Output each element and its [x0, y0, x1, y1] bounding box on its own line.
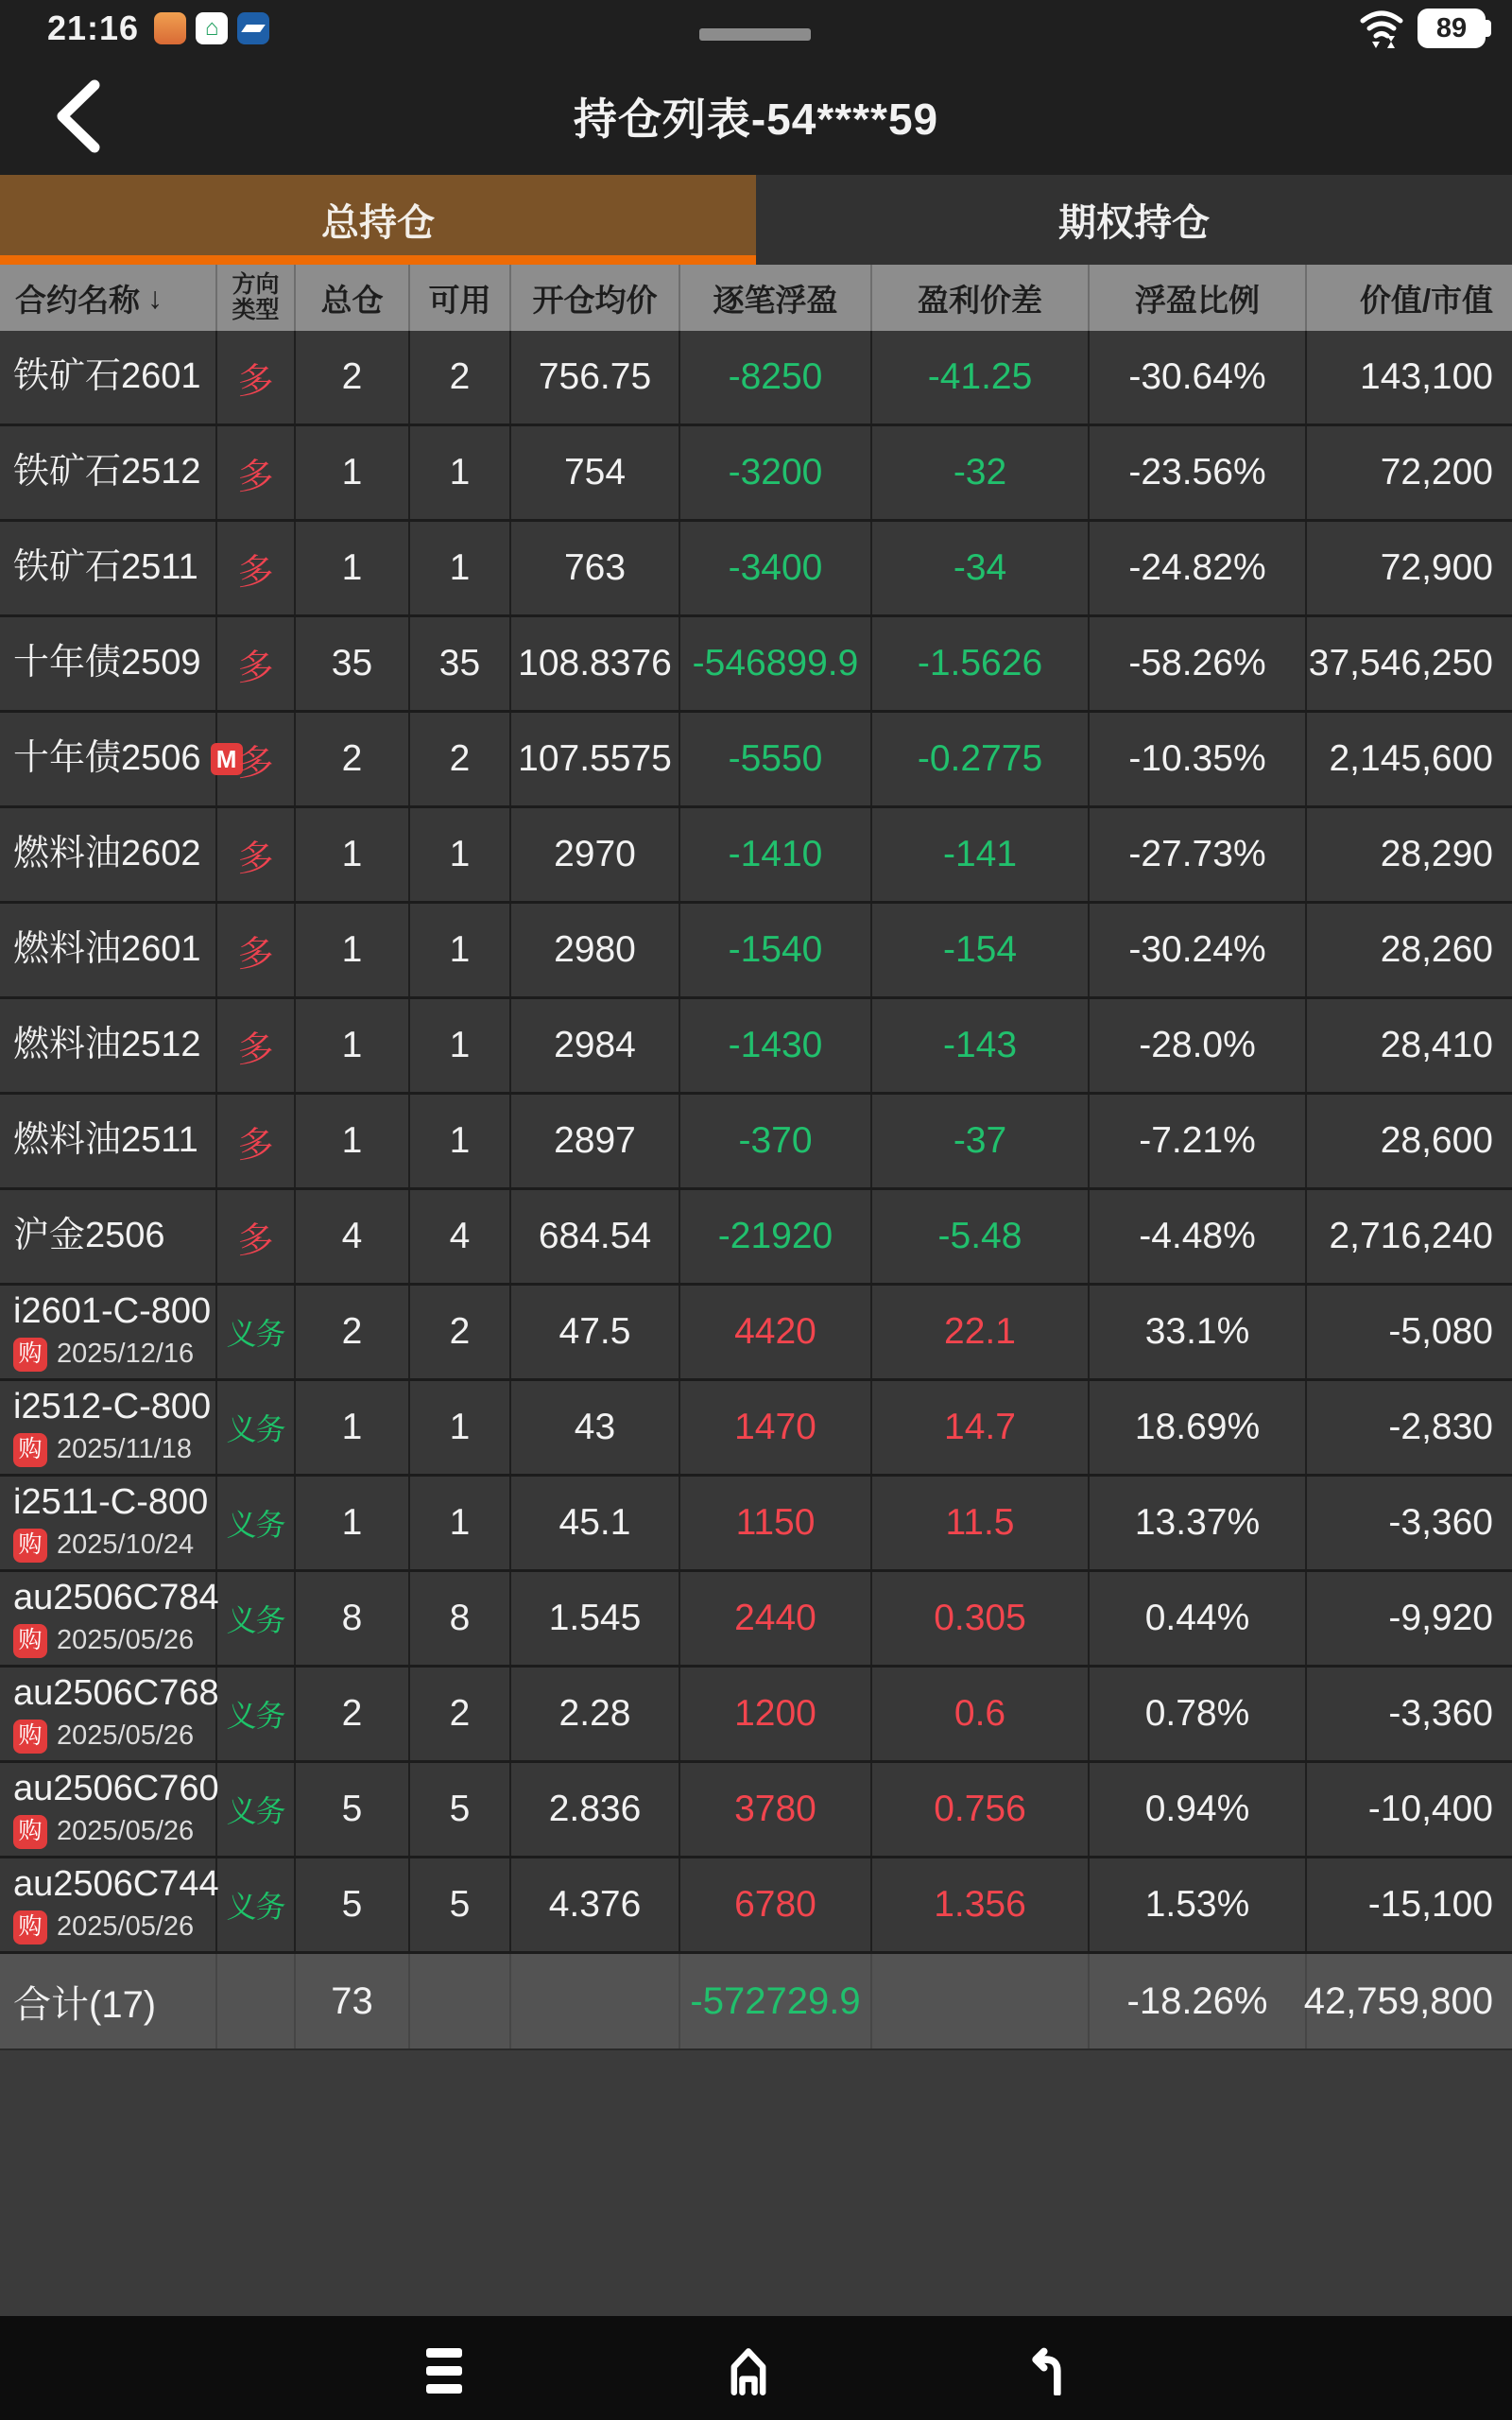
- cell-market-value: 2,716,240: [1329, 1216, 1493, 1256]
- cell-total-volume: 1: [296, 904, 410, 996]
- total-diff-empty: [872, 1954, 1090, 2048]
- contract-name: 燃料油2601: [13, 929, 201, 970]
- cell-contract-name: [0, 999, 217, 1092]
- cell-total-volume: 4: [296, 1190, 410, 1283]
- cell-direction: [217, 1668, 296, 1760]
- cell-profit-ratio: -28.0%: [1090, 999, 1307, 1092]
- direction-label: 多: [237, 743, 274, 784]
- cell-available: 5: [410, 1763, 511, 1856]
- cell-profit-diff: -154: [872, 904, 1090, 996]
- table-body: [0, 331, 1512, 1954]
- cell-profit-ratio: 33.1%: [1090, 1286, 1307, 1378]
- contract-name: 铁矿石2511: [13, 547, 198, 588]
- direction-label: 多: [237, 934, 274, 975]
- direction-label: 义务: [226, 1603, 285, 1637]
- cell-float-profit: -8250: [680, 331, 872, 424]
- cell-direction: [217, 999, 296, 1092]
- total-avg-empty: [511, 1954, 680, 2048]
- battery-percent: 89: [1435, 12, 1468, 43]
- cell-contract-name: [0, 1763, 217, 1856]
- title-bar: [0, 57, 1512, 175]
- page-title: 持仓列表-54****59: [573, 94, 939, 144]
- cell-contract-name: [0, 1095, 217, 1187]
- contract-name: 十年债2506: [13, 738, 201, 779]
- cell-profit-diff: 1.356: [872, 1858, 1090, 1951]
- cell-contract-name: [0, 1572, 217, 1665]
- cell-profit-diff: -37: [872, 1095, 1090, 1187]
- contract-name: i2511-C-800: [13, 1482, 209, 1523]
- column-header-8: 价值/市值: [1359, 282, 1493, 318]
- call-option-badge: 购: [13, 1910, 47, 1945]
- table-row[interactable]: [0, 808, 1512, 904]
- tab-bar: [0, 175, 1512, 265]
- expiry-date: 2025/05/26: [57, 1815, 195, 1846]
- cell-contract-name: [0, 1858, 217, 1951]
- cell-float-profit: -5550: [680, 713, 872, 805]
- cell-available: 1: [410, 522, 511, 614]
- sort-descending-icon: ↓: [147, 280, 163, 315]
- cell-market-value: 143,100: [1360, 356, 1493, 397]
- cell-float-profit: -3200: [680, 426, 872, 519]
- cell-total-volume: 8: [296, 1572, 410, 1665]
- call-option-badge: 购: [13, 1338, 47, 1372]
- cell-total-volume: 1: [296, 522, 410, 614]
- cell-profit-diff: 22.1: [872, 1286, 1090, 1378]
- cell-profit-diff: -141: [872, 808, 1090, 901]
- cell-float-profit: 6780: [680, 1858, 872, 1951]
- cell-profit-diff: -41.25: [872, 331, 1090, 424]
- cell-avg-open-price: 756.75: [511, 331, 680, 424]
- total-available-empty: [410, 1954, 511, 2048]
- call-option-badge: 购: [13, 1529, 47, 1563]
- table-row[interactable]: [0, 904, 1512, 999]
- cell-contract-name: [0, 426, 217, 519]
- direction-label: 义务: [226, 1508, 285, 1542]
- column-header-3: 可用: [410, 265, 511, 331]
- cell-direction: [217, 1286, 296, 1378]
- back-nav-button[interactable]: [1019, 2342, 1075, 2399]
- table-row[interactable]: [0, 1668, 1512, 1763]
- cell-avg-open-price: 43: [511, 1381, 680, 1474]
- contract-name: au2506C760: [13, 1769, 219, 1809]
- cell-direction: [217, 331, 296, 424]
- cell-float-profit: 4420: [680, 1286, 872, 1378]
- expiry-date: 2025/10/24: [57, 1529, 195, 1560]
- table-row[interactable]: [0, 1286, 1512, 1381]
- cell-market-value: -9,920: [1388, 1598, 1493, 1638]
- cell-market-value: -5,080: [1388, 1311, 1493, 1352]
- cell-profit-ratio: -30.24%: [1090, 904, 1307, 996]
- column-header-1: 方向 类型: [217, 265, 296, 331]
- table-row[interactable]: [0, 331, 1512, 426]
- orange-game-app-icon: [154, 12, 186, 44]
- contract-name: i2601-C-800: [13, 1291, 212, 1332]
- cell-market-value: 28,600: [1380, 1120, 1493, 1161]
- direction-label: 义务: [226, 1890, 285, 1924]
- column-header-6: 盈利价差: [872, 265, 1090, 331]
- column-header-0[interactable]: 合约名称 ↓: [0, 265, 217, 331]
- total-volume: 73: [296, 1954, 410, 2048]
- cell-market-value: -2,830: [1388, 1407, 1493, 1447]
- contract-name: au2506C784: [13, 1578, 219, 1618]
- cell-direction: [217, 1190, 296, 1283]
- contract-name: 铁矿石2512: [13, 452, 201, 493]
- direction-label: 多: [237, 1125, 274, 1166]
- cell-contract-name: [0, 617, 217, 710]
- cell-direction: [217, 904, 296, 996]
- cell-float-profit: 1150: [680, 1477, 872, 1569]
- cell-profit-diff: -1.5626: [872, 617, 1090, 710]
- direction-label: 多: [237, 457, 274, 497]
- column-header-7: 浮盈比例: [1090, 265, 1307, 331]
- cell-avg-open-price: 754: [511, 426, 680, 519]
- cell-avg-open-price: 2.836: [511, 1763, 680, 1856]
- expiry-date: 2025/05/26: [57, 1720, 195, 1751]
- cell-market-value: 28,260: [1380, 929, 1493, 970]
- cell-profit-diff: 0.305: [872, 1572, 1090, 1665]
- cell-contract-name: [0, 331, 217, 424]
- cell-profit-diff: -32: [872, 426, 1090, 519]
- cell-market-value: 28,290: [1380, 834, 1493, 874]
- cell-contract-name: [0, 1190, 217, 1283]
- expiry-date: 2025/05/26: [57, 1624, 195, 1655]
- cell-float-profit: -1430: [680, 999, 872, 1092]
- contract-name: 铁矿石2601: [13, 356, 201, 397]
- expiry-date: 2025/11/18: [57, 1433, 192, 1464]
- cell-profit-ratio: -30.64%: [1090, 331, 1307, 424]
- cell-profit-diff: -5.48: [872, 1190, 1090, 1283]
- table-row[interactable]: [0, 1572, 1512, 1668]
- cell-available: 4: [410, 1190, 511, 1283]
- cell-market-value: -3,360: [1388, 1502, 1493, 1543]
- cell-profit-ratio: 0.94%: [1090, 1763, 1307, 1856]
- cell-avg-open-price: 108.8376: [511, 617, 680, 710]
- cell-float-profit: 3780: [680, 1763, 872, 1856]
- home-button[interactable]: [720, 2342, 777, 2399]
- cell-contract-name: [0, 1286, 217, 1378]
- expiry-date: 2025/12/16: [57, 1338, 195, 1369]
- direction-label: 多: [237, 1220, 274, 1261]
- cell-float-profit: 2440: [680, 1572, 872, 1665]
- table-row[interactable]: [0, 1477, 1512, 1572]
- cell-avg-open-price: 763: [511, 522, 680, 614]
- cell-contract-name: [0, 1668, 217, 1760]
- cell-direction: [217, 426, 296, 519]
- cell-total-volume: 1: [296, 808, 410, 901]
- cell-profit-ratio: -58.26%: [1090, 617, 1307, 710]
- cell-available: 1: [410, 904, 511, 996]
- cell-available: 1: [410, 999, 511, 1092]
- cell-total-volume: 2: [296, 713, 410, 805]
- cell-total-volume: 1: [296, 999, 410, 1092]
- cell-available: 1: [410, 1477, 511, 1569]
- cell-float-profit: -370: [680, 1095, 872, 1187]
- direction-label: 义务: [226, 1412, 285, 1446]
- cell-total-volume: 5: [296, 1763, 410, 1856]
- cell-contract-name: [0, 1477, 217, 1569]
- cell-float-profit: -1410: [680, 808, 872, 901]
- expiry-date: 2025/05/26: [57, 1910, 195, 1942]
- table-row[interactable]: [0, 1763, 1512, 1858]
- cell-market-value: -3,360: [1388, 1693, 1493, 1734]
- cell-direction: [217, 713, 296, 805]
- back-icon: [1022, 2346, 1072, 2395]
- cell-available: 35: [410, 617, 511, 710]
- cell-available: 2: [410, 1668, 511, 1760]
- cell-contract-name: [0, 904, 217, 996]
- table-row[interactable]: [0, 1858, 1512, 1954]
- cell-available: 5: [410, 1858, 511, 1951]
- cell-float-profit: 1470: [680, 1381, 872, 1474]
- cell-profit-ratio: -27.73%: [1090, 808, 1307, 901]
- table-row[interactable]: [0, 1381, 1512, 1477]
- cell-contract-name: [0, 1381, 217, 1474]
- column-header-4: 开仓均价: [511, 265, 680, 331]
- blue-finance-app-icon: [237, 12, 269, 44]
- cell-profit-ratio: 13.37%: [1090, 1477, 1307, 1569]
- cell-direction: [217, 1572, 296, 1665]
- cell-avg-open-price: 45.1: [511, 1477, 680, 1569]
- tab-option-positions[interactable]: 期权持仓: [756, 175, 1512, 265]
- direction-label: 多: [237, 1029, 274, 1070]
- cell-profit-diff: 14.7: [872, 1381, 1090, 1474]
- cell-total-volume: 1: [296, 1095, 410, 1187]
- direction-label: 多: [237, 648, 274, 688]
- cell-available: 1: [410, 426, 511, 519]
- contract-name: 燃料油2512: [13, 1025, 201, 1065]
- cell-profit-ratio: 18.69%: [1090, 1381, 1307, 1474]
- cell-avg-open-price: 107.5575: [511, 713, 680, 805]
- cell-profit-ratio: -7.21%: [1090, 1095, 1307, 1187]
- tab-total-positions[interactable]: 总持仓: [0, 175, 756, 265]
- cell-float-profit: -546899.9: [680, 617, 872, 710]
- cell-avg-open-price: 4.376: [511, 1858, 680, 1951]
- cell-contract-name: [0, 713, 237, 805]
- total-float-profit: -572729.9: [680, 1954, 872, 2048]
- call-option-badge: 购: [13, 1624, 47, 1658]
- empty-area: [0, 2048, 1512, 2316]
- contract-name: au2506C744: [13, 1864, 219, 1905]
- table-header: [0, 265, 1512, 331]
- cell-avg-open-price: 47.5: [511, 1286, 680, 1378]
- cell-direction: [217, 1858, 296, 1951]
- direction-label: 义务: [226, 1317, 285, 1351]
- column-header-2: 总仓: [296, 265, 410, 331]
- cell-available: 2: [410, 331, 511, 424]
- cell-profit-diff: -34: [872, 522, 1090, 614]
- cell-avg-open-price: 2.28: [511, 1668, 680, 1760]
- cell-total-volume: 35: [296, 617, 410, 710]
- cell-total-volume: 1: [296, 426, 410, 519]
- cell-available: 2: [410, 713, 511, 805]
- clock: 21:16: [47, 9, 140, 47]
- status-bar: [0, 0, 1512, 57]
- table-row[interactable]: [0, 426, 1512, 522]
- cell-float-profit: -21920: [680, 1190, 872, 1283]
- cell-profit-ratio: -10.35%: [1090, 713, 1307, 805]
- cell-direction: [217, 1381, 296, 1474]
- cell-total-volume: 5: [296, 1858, 410, 1951]
- cell-market-value: 37,546,250: [1308, 643, 1493, 683]
- total-market-value: 42,759,800: [1303, 1979, 1493, 2022]
- cell-total-volume: 1: [296, 1477, 410, 1569]
- direction-label: 多: [237, 361, 274, 402]
- table-row[interactable]: [0, 522, 1512, 617]
- cell-profit-diff: 0.6: [872, 1668, 1090, 1760]
- cell-contract-name: [0, 808, 217, 901]
- cell-avg-open-price: 2897: [511, 1095, 680, 1187]
- navigation-bar: [0, 2316, 1512, 2420]
- cell-float-profit: -3400: [680, 522, 872, 614]
- wifi-icon: [1359, 8, 1404, 49]
- cell-direction: [217, 808, 296, 901]
- direction-label: 多: [237, 552, 274, 593]
- contract-name: au2506C768: [13, 1673, 219, 1714]
- cell-market-value: -10,400: [1367, 1789, 1493, 1829]
- cell-market-value: 72,900: [1380, 547, 1493, 588]
- cell-profit-ratio: 0.44%: [1090, 1572, 1307, 1665]
- cell-available: 8: [410, 1572, 511, 1665]
- cell-available: 1: [410, 1095, 511, 1187]
- contract-name: 燃料油2602: [13, 834, 201, 874]
- cell-avg-open-price: 2980: [511, 904, 680, 996]
- cell-avg-open-price: 684.54: [511, 1190, 680, 1283]
- call-option-badge: 购: [13, 1815, 47, 1849]
- cell-avg-open-price: 2984: [511, 999, 680, 1092]
- home-icon: [724, 2346, 773, 2395]
- cell-total-volume: 2: [296, 331, 410, 424]
- cell-total-volume: 2: [296, 1668, 410, 1760]
- cell-total-volume: 1: [296, 1381, 410, 1474]
- cell-available: 1: [410, 808, 511, 901]
- call-option-badge: 购: [13, 1433, 47, 1467]
- table-row[interactable]: [0, 1095, 1512, 1190]
- table-total-row: [0, 1954, 1512, 2048]
- notification-icons: [154, 12, 269, 44]
- camera-cutout-bar: [699, 28, 811, 41]
- status-right: [1359, 0, 1486, 57]
- contract-name: 沪金2506: [13, 1216, 165, 1256]
- cell-market-value: -15,100: [1367, 1884, 1493, 1925]
- direction-label: 义务: [226, 1699, 285, 1733]
- cell-profit-ratio: -4.48%: [1090, 1190, 1307, 1283]
- cell-profit-ratio: -23.56%: [1090, 426, 1307, 519]
- table-row[interactable]: [0, 1190, 1512, 1286]
- contract-name: i2512-C-800: [13, 1387, 212, 1427]
- call-option-badge: 购: [13, 1720, 47, 1754]
- cell-avg-open-price: 1.545: [511, 1572, 680, 1665]
- cell-float-profit: -1540: [680, 904, 872, 996]
- cell-profit-diff: -143: [872, 999, 1090, 1092]
- cell-direction: [217, 1763, 296, 1856]
- total-label: 合计(17): [0, 1954, 217, 2048]
- cell-profit-ratio: -24.82%: [1090, 522, 1307, 614]
- column-header-5: 逐笔浮盈: [680, 265, 872, 331]
- cell-profit-diff: 11.5: [872, 1477, 1090, 1569]
- cell-available: 2: [410, 1286, 511, 1378]
- cell-market-value: 2,145,600: [1329, 738, 1493, 779]
- cell-direction: [217, 617, 296, 710]
- menu-icon: [426, 2348, 462, 2394]
- contract-name: 燃料油2511: [13, 1120, 198, 1161]
- cell-profit-ratio: 0.78%: [1090, 1668, 1307, 1760]
- total-profit-ratio: -18.26%: [1090, 1954, 1307, 2048]
- cell-profit-diff: -0.2775: [872, 713, 1090, 805]
- cell-direction: [217, 1477, 296, 1569]
- table-row[interactable]: [0, 617, 1512, 713]
- cell-direction: [217, 1095, 296, 1187]
- cell-float-profit: 1200: [680, 1668, 872, 1760]
- table-row[interactable]: [0, 999, 1512, 1095]
- direction-label: 义务: [226, 1794, 285, 1828]
- cell-profit-ratio: 1.53%: [1090, 1858, 1307, 1951]
- direction-label: 多: [237, 838, 274, 879]
- cell-avg-open-price: 2970: [511, 808, 680, 901]
- cell-contract-name: [0, 522, 217, 614]
- cell-market-value: 72,200: [1380, 452, 1493, 493]
- white-house-app-icon: ⌂: [196, 12, 228, 44]
- total-direction-empty: [217, 1954, 296, 2048]
- menu-button[interactable]: [416, 2342, 472, 2399]
- main-contract-badge: M: [211, 743, 243, 775]
- contract-name: 十年债2509: [13, 643, 201, 683]
- cell-market-value: 28,410: [1380, 1025, 1493, 1065]
- battery-indicator: [1418, 9, 1486, 48]
- table-row[interactable]: [0, 713, 1512, 808]
- cell-direction: [217, 522, 296, 614]
- cell-profit-diff: 0.756: [872, 1763, 1090, 1856]
- cell-total-volume: 2: [296, 1286, 410, 1378]
- cell-available: 1: [410, 1381, 511, 1474]
